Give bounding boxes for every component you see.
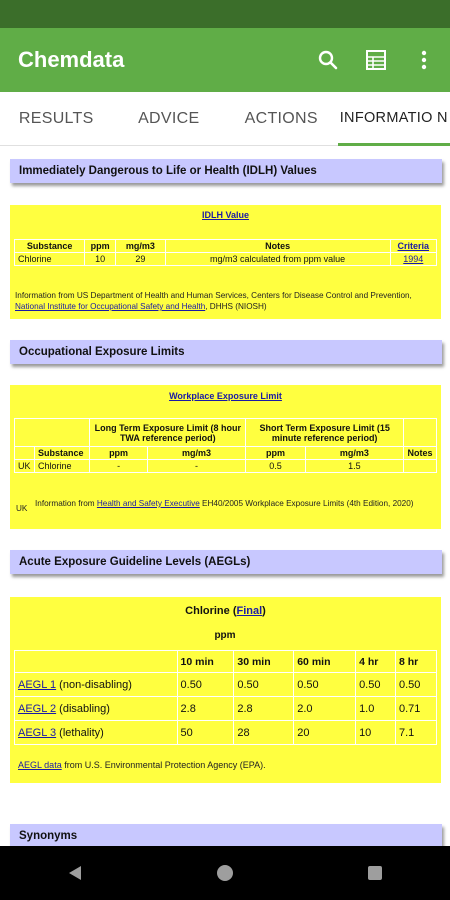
column-header: ppm [246,447,305,460]
substance-cell: Chlorine [15,253,85,266]
column-header: Notes [165,240,390,253]
aegl-data-link[interactable]: AEGL data [18,760,62,770]
information-content[interactable] [0,147,450,846]
section-header-oel: Occupational Exposure Limits [10,340,442,364]
lt-ppm-cell: - [90,460,147,473]
notes-cell: mg/m3 calculated from ppm value [165,253,390,266]
status-bar [0,0,450,28]
idlh-table [14,239,437,266]
aegl-table [14,650,437,745]
aegl-panel [10,597,441,783]
hse-link[interactable]: Health and Safety Executive [96,499,200,508]
tab-advice[interactable]: ADVICE [138,110,200,127]
column-header: Notes [404,447,437,460]
column-header: Substance [35,447,90,460]
recents-icon[interactable] [345,846,405,900]
column-header: mg/m3 [305,447,403,460]
criteria-column-link[interactable]: Criteria [390,240,436,253]
table-row: AEGL 3 (lethality) 50 28 20 10 7.1 [15,721,437,745]
column-header: mg/m3 [116,240,166,253]
country-cell: UK [15,460,35,473]
niosh-link[interactable]: National Institute for Occupational Safety and Health [15,302,206,311]
app-title: Chemdata [18,47,125,72]
column-header: 60 min [294,651,356,673]
more-vert-icon[interactable] [400,36,448,84]
column-header: 30 min [234,651,294,673]
notes-cell [404,460,437,473]
idlh-source-note: Information from US Department of Health and Human Services, Centers for Disease Control and Prevention, National Institute for Occupational Safety and Health, DHHS (NIOSH) [15,291,412,311]
aegl-3-link[interactable]: AEGL 3 [18,726,57,739]
oel-source-country: UK [16,504,28,513]
tab-actions[interactable]: ACTIONS [244,110,318,127]
criteria-link[interactable]: 1994 [390,253,436,266]
back-icon[interactable] [45,846,105,900]
substance-cell: Chlorine [35,460,90,473]
column-header: Substance [15,240,85,253]
table-row [15,253,437,266]
tab-information[interactable]: INFORMATIO N [338,92,450,146]
lt-mgm3-cell: - [147,460,245,473]
table-row: AEGL 1 (non-disabling) 0.50 0.50 0.50 0.50 0.50 [15,673,437,697]
oel-table [14,418,437,473]
aegl-unit: ppm [214,630,236,641]
workplace-exposure-limit-link[interactable]: Workplace Exposure Limit [169,391,282,401]
tab-results[interactable]: RESULTS [18,110,94,127]
column-header: 10 min [177,651,234,673]
aegl-2-link[interactable]: AEGL 2 [18,702,57,715]
final-link[interactable]: Final [236,605,263,617]
column-header: mg/m3 [147,447,245,460]
home-icon[interactable] [195,846,255,900]
st-ppm-cell: 0.5 [246,460,305,473]
mgm3-cell: 29 [116,253,166,266]
section-header-aegl: Acute Exposure Guideline Levels (AEGLs) [10,550,442,574]
search-icon[interactable] [304,36,352,84]
oel-panel [10,385,441,529]
column-header: ppm [90,447,147,460]
aegl-title: Chlorine (Final) [185,605,266,617]
table-row: AEGL 2 (disabling) 2.8 2.8 2.0 1.0 0.71 [15,697,437,721]
section-header-idlh: Immediately Dangerous to Life or Health (IDLH) Values [10,159,442,183]
idlh-value-link[interactable]: IDLH Value [201,210,249,220]
column-header: 4 hr [356,651,396,673]
idlh-panel [10,205,441,319]
table-row [15,460,437,473]
app-bar [0,28,450,92]
column-header: 8 hr [396,651,437,673]
navigation-bar [0,846,450,900]
ppm-cell: 10 [85,253,116,266]
tab-bar [0,92,450,146]
section-header-synonyms: Synonyms [10,824,442,846]
long-term-group-header: Long Term Exposure Limit (8 hour TWA reference period) [90,419,246,447]
spreadsheet-icon[interactable] [352,36,400,84]
oel-source-note: Information from Health and Safety Executive EH40/2005 Workplace Exposure Limits (4th Edition, 2020) [35,499,414,508]
column-header: ppm [85,240,116,253]
st-mgm3-cell: 1.5 [305,460,403,473]
short-term-group-header: Short Term Exposure Limit (15 minute reference period) [246,419,404,447]
aegl-1-link[interactable]: AEGL 1 [18,678,57,691]
aegl-source-note: AEGL data from U.S. Environmental Protection Agency (EPA). [18,760,266,770]
